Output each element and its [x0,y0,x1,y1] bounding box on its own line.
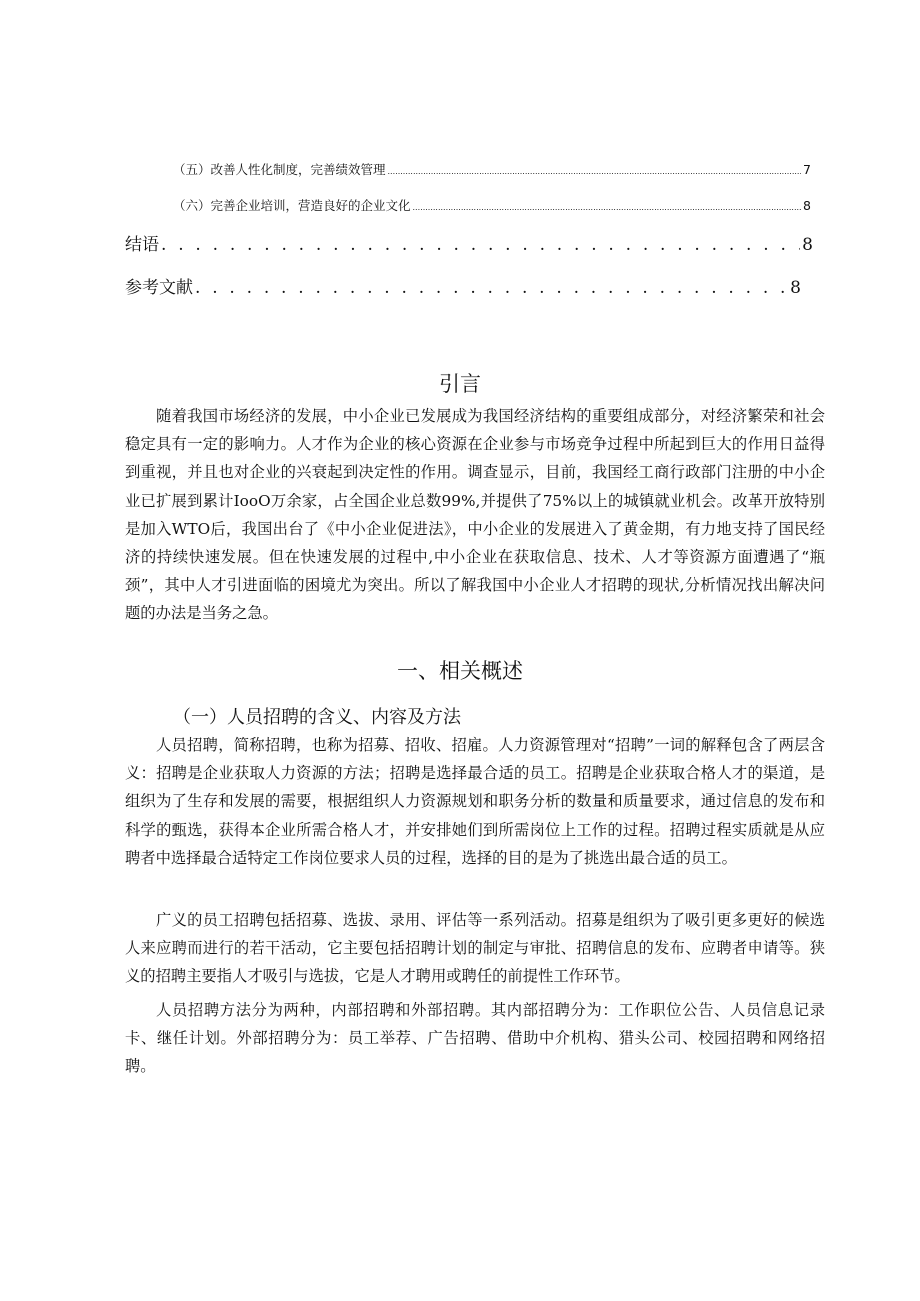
toc-leader [195,278,788,298]
toc-entry[interactable] [125,230,813,255]
section-heading: 一、相关概述 [397,659,523,683]
toc-entry-page: 8 [803,198,811,213]
intro-heading: 引言 [439,372,481,396]
toc-entry[interactable] [125,273,801,298]
toc-entry-page: 8 [790,278,801,298]
body-paragraph: 人员招聘，简称招聘，也称为招募、招收、招雇。人力资源管理对“招聘”一词的解释包含了两层含义：招聘是企业获取人力资源的方法；招聘是选择最合适的员工。招聘是企业获取合格人才的渠道，是组织为了生存和发展的需要，根据组织人力资源规划和职务分析的数量和质量要求，通过信息的发布和科学的甄选，获得本企业所需合格人才，并安排她们到所需岗位上工作的过程。招聘过程实质就是从应聘者中选择最合适特定工作岗位要求人员的过程，选择的目的是为了挑选出最合适的员工。 [125,736,825,867]
toc-entry[interactable] [173,196,811,214]
toc-leader [388,162,802,177]
toc-entry-page: 7 [803,162,811,177]
toc-leader [161,235,800,255]
body-paragraph: 人员招聘方法分为两种，内部招聘和外部招聘。其内部招聘分为：工作职位公告、人员信息记录卡、继任计划。外部招聘分为：员工举荐、广告招聘、借助中介机构、猎头公司、校园招聘和网络招聘。 [125,1001,825,1076]
toc-leader [413,198,802,213]
toc-entry-title: （五）改善人性化制度，完善绩效管理 [173,162,386,177]
body-paragraph: 广义的员工招聘包括招募、选拔、录用、评估等一系列活动。招募是组织为了吸引更多更好的候选人来应聘而进行的若干活动，它主要包括招聘计划的制定与审批、招聘信息的发布、应聘者申请等。狭义的招聘主要指人才吸引与选拔，它是人才聘用或聘任的前提性工作环节。 [125,911,825,986]
subsection-heading: （一）人员招聘的含义、内容及方法 [173,707,461,728]
toc-entry-title: 结语 [125,235,159,255]
intro-paragraph: 随着我国市场经济的发展，中小企业已发展成为我国经济结构的重要组成部分，对经济繁荣和社会稳定具有一定的影响力。人才作为企业的核心资源在企业参与市场竞争过程中所起到巨大的作用日益得到重视，并且也对企业的兴衰起到决定性的作用。调查显示，目前，我国经工商行政部门注册的中小企业已扩展到累计IooO万余家，占全国企业总数99%,并提供了75%以上的城镇就业机会。改革开放特别是加入WTO后，我国出台了《中小企业促进法》，中小企业的发展进入了黄金期，有力地支持了国民经济的持续快速发展。但在快速发展的过程中,中小企业在获取信息、技术、人才等资源方面遭遇了“瓶颈”，其中人才引进面临的困境尤为突出。所以了解我国中小企业人才招聘的现状,分析情况找出解决问题的办法是当务之急。 [125,407,825,623]
toc-entry-title: （六）完善企业培训，营造良好的企业文化 [173,198,411,213]
toc-entry-title: 参考文献 [125,278,193,298]
toc-entry[interactable] [173,160,811,178]
toc-entry-page: 8 [802,235,813,255]
